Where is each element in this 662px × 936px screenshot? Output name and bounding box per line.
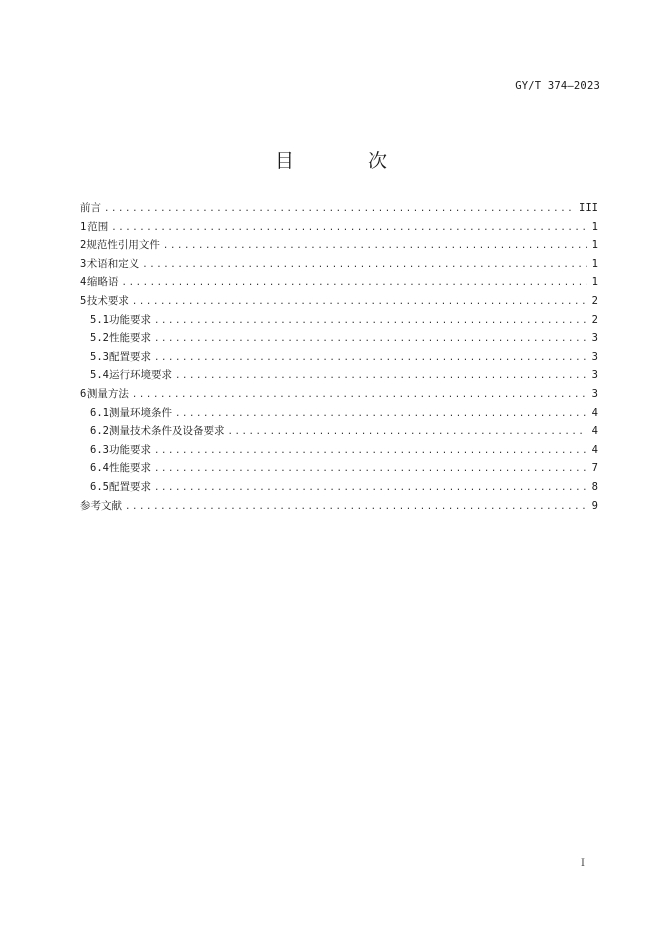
toc-entry-label: 运行环境要求 (108, 369, 172, 382)
toc-entry-label: 测量技术条件及设备要求 (108, 425, 225, 438)
toc-entry[interactable] (80, 441, 598, 460)
toc-entry[interactable] (80, 292, 598, 311)
toc-entry-label: 规范性引用文件 (86, 239, 160, 252)
toc-entry-label: 功能要求 (108, 313, 151, 326)
toc-entry-page: 8 (591, 480, 598, 493)
toc-entry[interactable] (80, 255, 598, 274)
toc-entry-page: III (579, 202, 598, 214)
toc-dot-leader (154, 330, 587, 349)
standard-code: GY/T 374—2023 (515, 80, 600, 92)
toc-entry[interactable] (80, 404, 598, 423)
toc-entry-page: 2 (591, 294, 598, 307)
toc-entry-label: 配置要求 (108, 350, 151, 363)
toc-entry-number: 6 (80, 387, 87, 400)
toc-title: 目 次 (274, 150, 422, 172)
toc-dot-leader (227, 423, 587, 442)
toc-entry-label: 功能要求 (108, 443, 151, 456)
toc-entry-number: 5.4 (90, 369, 109, 382)
table-of-contents (80, 199, 598, 515)
toc-dot-leader (142, 256, 587, 275)
toc-entry-number: 1 (80, 220, 87, 233)
toc-entry-label: 性能要求 (108, 332, 151, 345)
toc-entry-label: 测量环境条件 (108, 406, 172, 419)
toc-entry-number: 6.4 (90, 462, 109, 475)
toc-dot-leader (154, 442, 587, 461)
toc-entry-page: 7 (591, 462, 598, 475)
toc-entry[interactable] (80, 459, 598, 478)
toc-dot-leader (122, 274, 587, 293)
toc-entry-page: 3 (591, 387, 598, 400)
toc-entry[interactable] (80, 329, 598, 348)
toc-entry[interactable] (80, 218, 598, 237)
toc-entry-page: 4 (591, 406, 598, 419)
toc-entry[interactable] (80, 422, 598, 441)
toc-entry-label: 参考文献 (80, 499, 122, 512)
toc-entry-number: 3 (80, 257, 87, 270)
toc-entry-page: 3 (591, 350, 598, 363)
page-number: I (581, 858, 585, 869)
toc-dot-leader (154, 312, 587, 331)
toc-entry-page: 1 (591, 257, 598, 270)
toc-dot-leader (132, 293, 587, 312)
toc-entry[interactable] (80, 348, 598, 367)
toc-entry-page: 1 (591, 220, 598, 233)
toc-entry-number: 5.2 (90, 332, 109, 345)
toc-entry[interactable] (80, 497, 598, 516)
toc-entry[interactable] (80, 199, 598, 218)
toc-entry[interactable] (80, 366, 598, 385)
toc-entry[interactable] (80, 478, 598, 497)
toc-dot-leader (154, 479, 587, 498)
toc-entry-label: 测量方法 (86, 387, 129, 400)
toc-entry-label: 技术要求 (86, 294, 129, 307)
toc-entry-number: 4 (80, 276, 87, 289)
toc-entry-page: 3 (591, 369, 598, 382)
toc-entry[interactable] (80, 385, 598, 404)
toc-dot-leader (132, 386, 587, 405)
toc-entry-number: 6.3 (90, 443, 109, 456)
toc-entry-label: 配置要求 (108, 480, 151, 493)
toc-entry-label: 术语和定义 (86, 257, 140, 270)
toc-entry-number: 5 (80, 294, 87, 307)
toc-entry-number: 6.1 (90, 406, 109, 419)
toc-entry-number: 5.3 (90, 350, 109, 363)
toc-dot-leader (104, 200, 576, 219)
toc-entry-number: 6.2 (90, 425, 109, 438)
toc-entry-label: 性能要求 (108, 462, 151, 475)
toc-entry-label: 缩略语 (87, 276, 119, 289)
toc-dot-leader (163, 237, 587, 256)
toc-entry-page: 1 (591, 239, 598, 252)
toc-entry[interactable] (80, 273, 598, 292)
toc-entry-page: 4 (591, 443, 598, 456)
toc-entry[interactable] (80, 236, 598, 255)
toc-entry-label: 前言 (80, 202, 101, 214)
toc-entry[interactable] (80, 311, 598, 330)
toc-dot-leader (154, 349, 587, 368)
toc-entry-page: 2 (591, 313, 598, 326)
toc-entry-page: 3 (591, 332, 598, 345)
toc-entry-number: 6.5 (90, 480, 109, 493)
toc-entry-page: 9 (591, 499, 598, 512)
toc-dot-leader (175, 405, 587, 424)
toc-dot-leader (125, 498, 587, 517)
toc-entry-page: 4 (591, 425, 598, 438)
toc-entry-number: 2 (80, 239, 87, 252)
toc-entry-number: 5.1 (90, 313, 109, 326)
toc-entry-page: 1 (591, 276, 598, 289)
toc-dot-leader (154, 460, 587, 479)
toc-entry-label: 范围 (87, 220, 109, 233)
toc-dot-leader (175, 367, 587, 386)
toc-dot-leader (111, 219, 587, 238)
